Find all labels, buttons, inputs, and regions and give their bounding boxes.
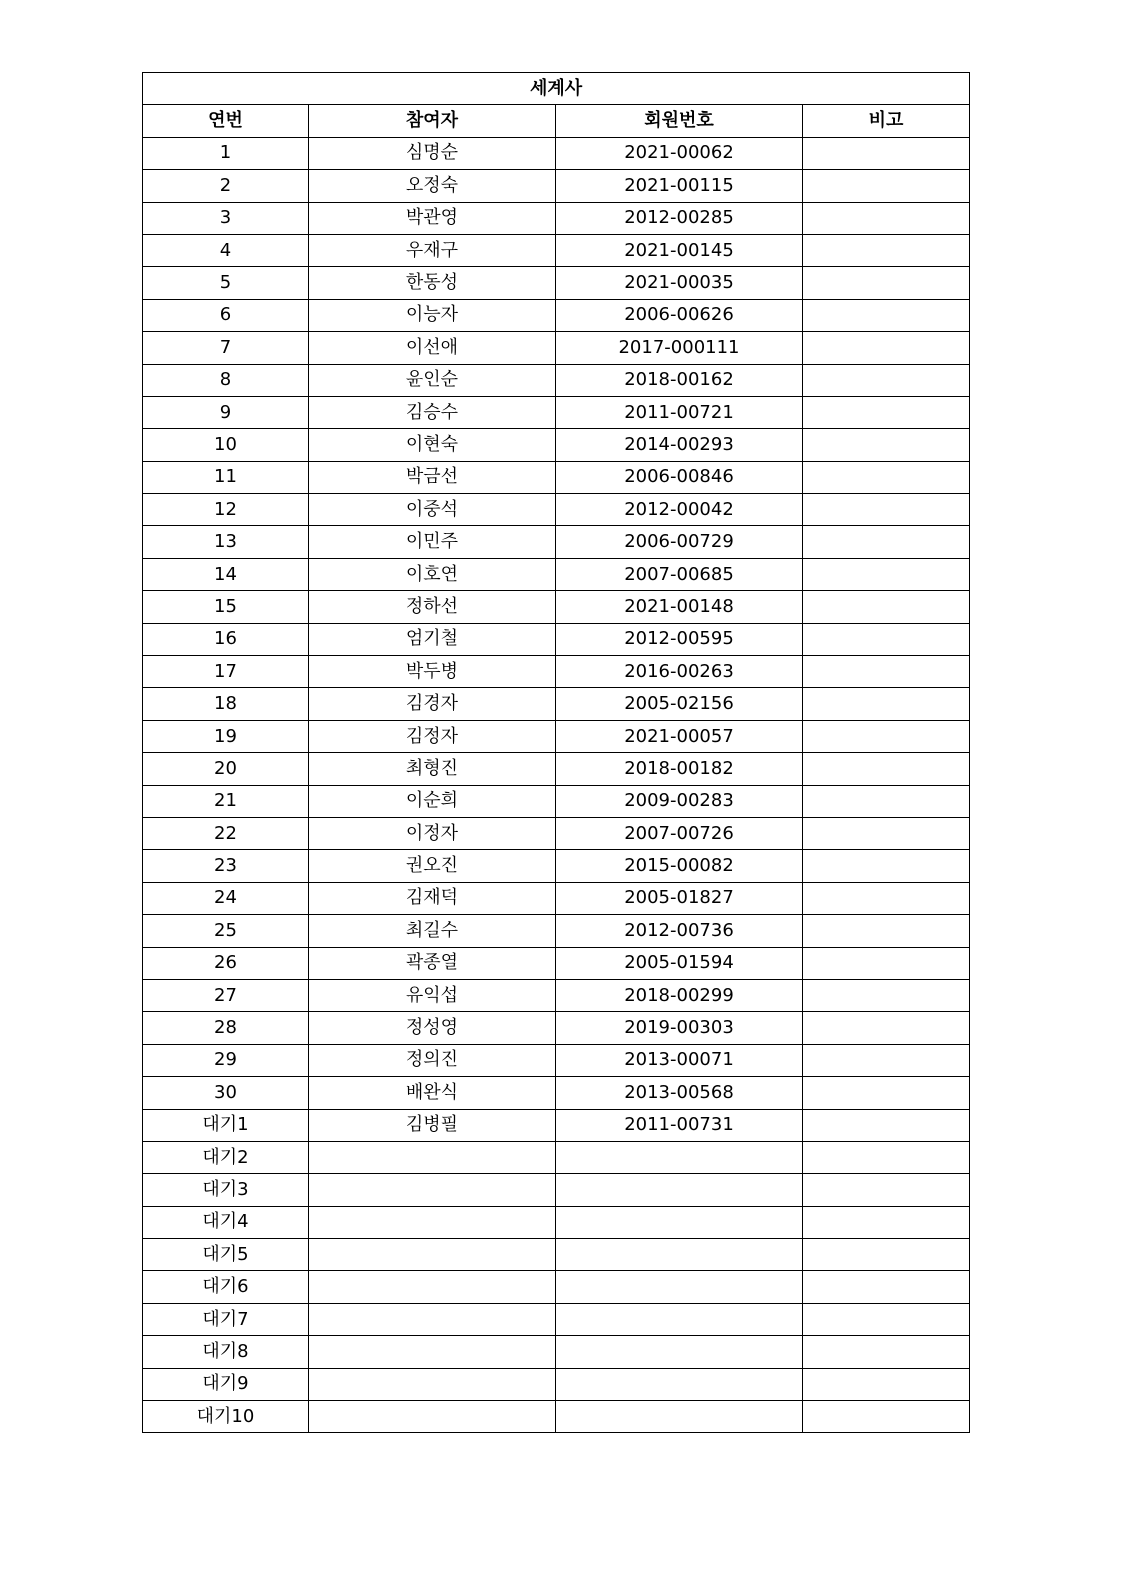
cell-participant	[309, 1239, 556, 1271]
cell-participant: 이중석	[309, 494, 556, 526]
table-row	[143, 1077, 970, 1109]
table-row	[143, 1174, 970, 1206]
cell-member-id: 2014-00293	[556, 429, 803, 461]
cell-no: 22	[143, 817, 309, 849]
cell-no: 대기2	[143, 1141, 309, 1173]
cell-note	[803, 720, 970, 752]
cell-member-id: 2005-01827	[556, 882, 803, 914]
cell-participant: 유익섭	[309, 979, 556, 1011]
cell-note	[803, 850, 970, 882]
cell-participant	[309, 1303, 556, 1335]
cell-member-id: 2017-000111	[556, 332, 803, 364]
cell-member-id: 2013-00568	[556, 1077, 803, 1109]
cell-no: 15	[143, 591, 309, 623]
table-title: 세계사	[143, 73, 970, 105]
cell-participant: 이호연	[309, 558, 556, 590]
cell-participant: 권오진	[309, 850, 556, 882]
cell-no: 30	[143, 1077, 309, 1109]
cell-member-id	[556, 1239, 803, 1271]
cell-no: 8	[143, 364, 309, 396]
cell-note	[803, 461, 970, 493]
cell-no: 대기4	[143, 1206, 309, 1238]
cell-no: 7	[143, 332, 309, 364]
cell-participant: 최길수	[309, 915, 556, 947]
cell-note	[803, 1206, 970, 1238]
cell-no: 11	[143, 461, 309, 493]
cell-participant: 이선애	[309, 332, 556, 364]
table-row	[143, 1303, 970, 1335]
table-row	[143, 1206, 970, 1238]
cell-participant: 배완식	[309, 1077, 556, 1109]
cell-note	[803, 137, 970, 169]
table-row	[143, 623, 970, 655]
cell-no: 19	[143, 720, 309, 752]
cell-member-id: 2005-01594	[556, 947, 803, 979]
cell-note	[803, 558, 970, 590]
cell-no: 대기1	[143, 1109, 309, 1141]
cell-member-id: 2006-00626	[556, 299, 803, 331]
cell-participant: 이정자	[309, 817, 556, 849]
cell-no: 10	[143, 429, 309, 461]
cell-note	[803, 1109, 970, 1141]
table-row	[143, 817, 970, 849]
cell-member-id: 2018-00299	[556, 979, 803, 1011]
cell-member-id	[556, 1271, 803, 1303]
cell-member-id	[556, 1141, 803, 1173]
cell-note	[803, 267, 970, 299]
table-row	[143, 137, 970, 169]
cell-no: 21	[143, 785, 309, 817]
cell-note	[803, 785, 970, 817]
cell-note	[803, 882, 970, 914]
cell-no: 대기3	[143, 1174, 309, 1206]
cell-note	[803, 332, 970, 364]
cell-member-id	[556, 1336, 803, 1368]
cell-participant: 윤인순	[309, 364, 556, 396]
cell-no: 25	[143, 915, 309, 947]
cell-member-id: 2021-00062	[556, 137, 803, 169]
table-row	[143, 558, 970, 590]
cell-no: 12	[143, 494, 309, 526]
header-note: 비고	[803, 105, 970, 137]
cell-member-id: 2016-00263	[556, 656, 803, 688]
cell-no: 대기9	[143, 1368, 309, 1400]
table-row	[143, 656, 970, 688]
cell-member-id: 2006-00846	[556, 461, 803, 493]
table-row	[143, 267, 970, 299]
cell-member-id: 2015-00082	[556, 850, 803, 882]
cell-member-id: 2007-00685	[556, 558, 803, 590]
cell-member-id: 2012-00595	[556, 623, 803, 655]
cell-participant: 오정숙	[309, 170, 556, 202]
table-row	[143, 1109, 970, 1141]
cell-participant: 이현숙	[309, 429, 556, 461]
cell-member-id: 2012-00736	[556, 915, 803, 947]
table-row	[143, 396, 970, 428]
cell-no: 3	[143, 202, 309, 234]
cell-note	[803, 1336, 970, 1368]
cell-member-id: 2021-00145	[556, 234, 803, 266]
header-no: 연번	[143, 105, 309, 137]
cell-participant: 이능자	[309, 299, 556, 331]
cell-note	[803, 1271, 970, 1303]
cell-no: 13	[143, 526, 309, 558]
cell-member-id: 2021-00057	[556, 720, 803, 752]
cell-no: 대기10	[143, 1401, 309, 1433]
cell-participant	[309, 1401, 556, 1433]
cell-member-id	[556, 1174, 803, 1206]
cell-note	[803, 202, 970, 234]
cell-note	[803, 1368, 970, 1400]
participant-roster-table	[142, 72, 970, 1433]
cell-note	[803, 1141, 970, 1173]
cell-participant	[309, 1271, 556, 1303]
cell-no: 9	[143, 396, 309, 428]
cell-no: 대기6	[143, 1271, 309, 1303]
cell-note	[803, 1174, 970, 1206]
cell-participant: 박금선	[309, 461, 556, 493]
cell-participant: 최형진	[309, 753, 556, 785]
cell-participant	[309, 1141, 556, 1173]
table-row	[143, 1044, 970, 1076]
cell-member-id: 2021-00148	[556, 591, 803, 623]
cell-member-id	[556, 1303, 803, 1335]
cell-note	[803, 688, 970, 720]
cell-no: 16	[143, 623, 309, 655]
table-row	[143, 332, 970, 364]
cell-participant: 김재덕	[309, 882, 556, 914]
cell-participant: 김병필	[309, 1109, 556, 1141]
title-row	[143, 73, 970, 105]
table-row	[143, 882, 970, 914]
cell-participant: 정성영	[309, 1012, 556, 1044]
cell-note	[803, 170, 970, 202]
cell-member-id: 2012-00285	[556, 202, 803, 234]
table-row	[143, 1239, 970, 1271]
cell-member-id: 2009-00283	[556, 785, 803, 817]
table-row	[143, 947, 970, 979]
cell-member-id: 2021-00115	[556, 170, 803, 202]
table-row	[143, 1401, 970, 1433]
cell-no: 4	[143, 234, 309, 266]
cell-no: 대기5	[143, 1239, 309, 1271]
cell-note	[803, 753, 970, 785]
cell-note	[803, 656, 970, 688]
cell-member-id: 2006-00729	[556, 526, 803, 558]
cell-note	[803, 1239, 970, 1271]
cell-participant: 이민주	[309, 526, 556, 558]
cell-no: 26	[143, 947, 309, 979]
cell-note	[803, 429, 970, 461]
cell-no: 23	[143, 850, 309, 882]
cell-member-id: 2021-00035	[556, 267, 803, 299]
cell-participant: 곽종열	[309, 947, 556, 979]
header-row	[143, 105, 970, 137]
table-row	[143, 202, 970, 234]
cell-note	[803, 1401, 970, 1433]
table-row	[143, 979, 970, 1011]
table-row	[143, 234, 970, 266]
cell-member-id: 2005-02156	[556, 688, 803, 720]
table-row	[143, 364, 970, 396]
table-row	[143, 720, 970, 752]
cell-participant: 정의진	[309, 1044, 556, 1076]
cell-member-id	[556, 1401, 803, 1433]
cell-note	[803, 1077, 970, 1109]
cell-no: 29	[143, 1044, 309, 1076]
header-participant: 참여자	[309, 105, 556, 137]
cell-participant: 정하선	[309, 591, 556, 623]
cell-no: 17	[143, 656, 309, 688]
table-row	[143, 461, 970, 493]
table-row	[143, 1368, 970, 1400]
table-row	[143, 753, 970, 785]
cell-member-id: 2007-00726	[556, 817, 803, 849]
cell-member-id: 2012-00042	[556, 494, 803, 526]
cell-note	[803, 234, 970, 266]
cell-no: 6	[143, 299, 309, 331]
table-row	[143, 591, 970, 623]
cell-member-id	[556, 1368, 803, 1400]
cell-no: 대기7	[143, 1303, 309, 1335]
cell-participant: 김경자	[309, 688, 556, 720]
cell-note	[803, 979, 970, 1011]
table-row	[143, 526, 970, 558]
table-row	[143, 299, 970, 331]
table-row	[143, 170, 970, 202]
cell-note	[803, 494, 970, 526]
cell-no: 24	[143, 882, 309, 914]
cell-no: 18	[143, 688, 309, 720]
cell-participant: 박관영	[309, 202, 556, 234]
table-row	[143, 494, 970, 526]
table-row	[143, 1141, 970, 1173]
roster-body	[143, 137, 970, 1433]
table-row	[143, 1012, 970, 1044]
cell-participant: 엄기철	[309, 623, 556, 655]
table-row	[143, 785, 970, 817]
cell-member-id	[556, 1206, 803, 1238]
cell-participant: 박두병	[309, 656, 556, 688]
cell-no: 대기8	[143, 1336, 309, 1368]
cell-participant	[309, 1206, 556, 1238]
cell-no: 14	[143, 558, 309, 590]
cell-no: 2	[143, 170, 309, 202]
cell-note	[803, 947, 970, 979]
table-row	[143, 850, 970, 882]
cell-participant: 한동성	[309, 267, 556, 299]
cell-note	[803, 396, 970, 428]
cell-member-id: 2011-00731	[556, 1109, 803, 1141]
cell-participant: 우재구	[309, 234, 556, 266]
cell-member-id: 2018-00162	[556, 364, 803, 396]
cell-note	[803, 591, 970, 623]
cell-member-id: 2019-00303	[556, 1012, 803, 1044]
cell-note	[803, 1303, 970, 1335]
cell-note	[803, 817, 970, 849]
cell-member-id: 2011-00721	[556, 396, 803, 428]
cell-no: 5	[143, 267, 309, 299]
cell-member-id: 2013-00071	[556, 1044, 803, 1076]
cell-participant: 김승수	[309, 396, 556, 428]
cell-no: 1	[143, 137, 309, 169]
cell-no: 28	[143, 1012, 309, 1044]
table-row	[143, 915, 970, 947]
cell-no: 27	[143, 979, 309, 1011]
table-row	[143, 688, 970, 720]
cell-participant	[309, 1174, 556, 1206]
cell-member-id: 2018-00182	[556, 753, 803, 785]
cell-participant: 이순희	[309, 785, 556, 817]
cell-note	[803, 623, 970, 655]
table-row	[143, 1336, 970, 1368]
cell-participant	[309, 1368, 556, 1400]
cell-note	[803, 1044, 970, 1076]
table-row	[143, 429, 970, 461]
table-row	[143, 1271, 970, 1303]
cell-participant	[309, 1336, 556, 1368]
cell-participant: 심명순	[309, 137, 556, 169]
cell-note	[803, 915, 970, 947]
cell-participant: 김정자	[309, 720, 556, 752]
cell-note	[803, 364, 970, 396]
cell-no: 20	[143, 753, 309, 785]
header-member-id: 회원번호	[556, 105, 803, 137]
cell-note	[803, 299, 970, 331]
cell-note	[803, 526, 970, 558]
cell-note	[803, 1012, 970, 1044]
